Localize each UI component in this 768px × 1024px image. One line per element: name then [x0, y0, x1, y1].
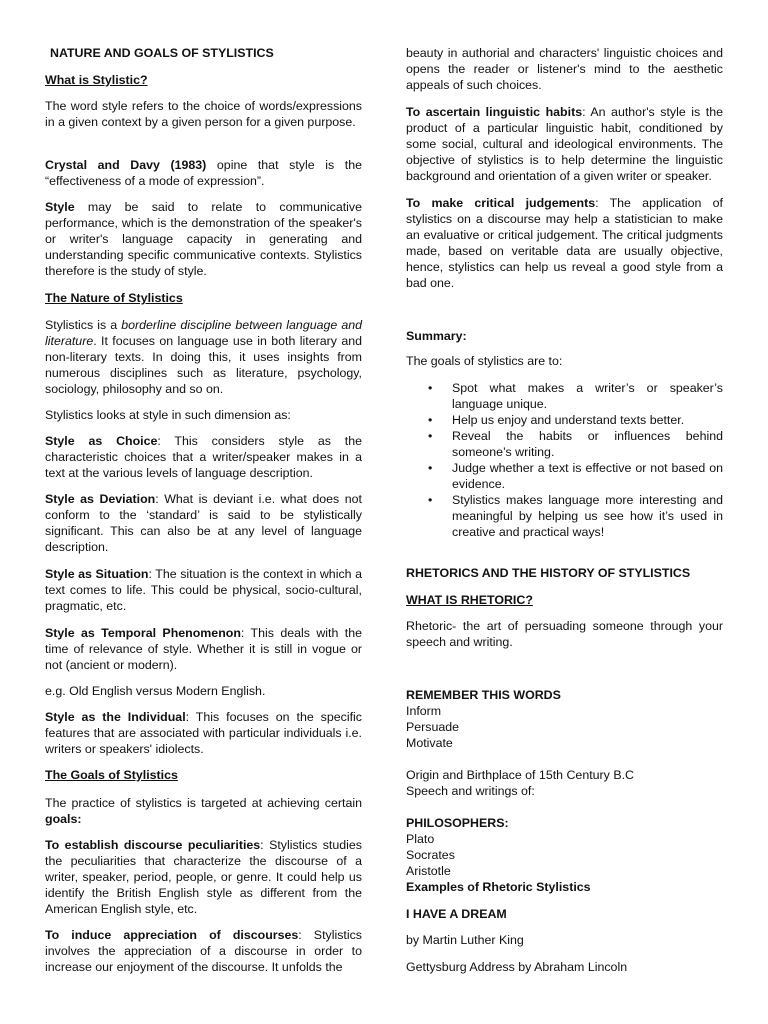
dream-author: by Martin Luther King — [406, 933, 524, 947]
nature-heading: The Nature of Stylistics — [45, 291, 183, 305]
remember-heading: REMEMBER THIS WORDS — [406, 688, 561, 702]
i-have-a-dream-heading: I HAVE A DREAM — [406, 907, 507, 921]
origin-block — [406, 767, 723, 799]
summary-heading: Summary: — [406, 329, 467, 343]
origin-line: Speech and writings of: — [406, 784, 535, 798]
list-item: Motivate — [406, 736, 453, 750]
style-as-temporal-paragraph: Style as Temporal Phenomenon: This deals with the time of relevance of style. Whether it is still in vogue or not (ancient or modern). — [45, 626, 362, 672]
summary-list — [406, 380, 723, 540]
critical-judgements-paragraph: To make critical judgements: The application of stylistics on a discourse may help a statistician to make an evaluative or critical judgement. The critical judgments made, based on veritable data are usually objective, hence, stylistics can help us reveal a good style from a bad one. — [406, 196, 723, 290]
style-as-choice-paragraph: Style as Choice: This considers style as the characteristic choices that a writer/speaker makes in a text at the various levels of language description. — [45, 434, 362, 480]
list-item: • Spot what makes a writer’s or speaker’s language unique. — [452, 380, 723, 412]
what-is-stylistic-heading: What is Stylistic? — [45, 73, 148, 87]
continued-paragraph: beauty in authorial and characters' linguistic choices and opens the reader or listener's mind to the aesthetic appeals of such choices. — [406, 46, 723, 92]
list-item: Plato — [406, 832, 435, 846]
summary-intro: The goals of stylistics are to: — [406, 354, 563, 368]
list-item: Persuade — [406, 720, 460, 734]
origin-line: Origin and Birthplace of 15th Century B.C — [406, 768, 634, 782]
list-item: • Reveal the habits or influences behind someone’s writing. — [452, 428, 723, 460]
goals-heading: The Goals of Stylistics — [45, 768, 178, 782]
style-as-deviation-paragraph: Style as Deviation: What is deviant i.e. what does not conform to the ‘standard’ is said to be stylistically significant. This can also be at any level of language description. — [45, 492, 362, 554]
list-item: Aristotle — [406, 864, 451, 878]
rhetorics-heading: RHETORICS AND THE HISTORY OF STYLISTICS — [406, 566, 691, 580]
style-performance-paragraph: Style may be said to relate to communicative performance, which is the demonstration of the speaker's or writer's language capacity in generating and understanding specific communicative contexts. Stylistics therefore is the study of style. — [45, 200, 362, 278]
goals-intro-paragraph: The practice of stylistics is targeted at achieving certain goals: — [45, 796, 362, 826]
list-item: • Stylistics makes language more interesting and meaningful by helping us see how it’s used in creative and practical ways! — [452, 492, 723, 540]
linguistic-habits-paragraph: To ascertain linguistic habits: An author's style is the product of a particular linguistic habit, conditioned by some social, cultural and ideological environments. The objective of stylistics is to help determine the linguistic background and orientation of a given writer or speaker. — [406, 105, 723, 183]
philosophers-heading: PHILOSOPHERS: — [406, 816, 509, 830]
what-is-rhetoric-heading: WHAT IS RHETORIC? — [406, 593, 533, 607]
induce-appreciation-paragraph: To induce appreciation of discourses: Stylistics involves the appreciation of a discourse in order to increase our enjoyment of the discourse. It unfolds the — [45, 928, 362, 974]
list-item: Socrates — [406, 848, 455, 862]
crystal-davy-paragraph: Crystal and Davy (1983) opine that style is the “effectiveness of a mode of expression”. — [45, 158, 362, 188]
example-line: e.g. Old English versus Modern English. — [45, 684, 266, 698]
style-as-situation-paragraph: Style as Situation: The situation is the context in which a text comes to life. This could be physical, socio-cultural, pragmatic, etc. — [45, 567, 362, 613]
philosophers-block — [406, 815, 723, 895]
discourse-peculiarities-paragraph: To establish discourse peculiarities: Stylistics studies the peculiarities that characterize the discourse of a writer, speaker, period, people, or genre. It could help us identify the British English style as different from the American English style, etc. — [45, 838, 362, 916]
style-definition-paragraph: The word style refers to the choice of words/expressions in a given context by a given person for a given purpose. — [45, 99, 362, 129]
rhetoric-definition: Rhetoric- the art of persuading someone through your speech and writing. — [406, 619, 723, 649]
dimension-intro: Stylistics looks at style in such dimension as: — [45, 408, 291, 422]
nature-paragraph: Stylistics is a borderline discipline between language and literature. It focuses on language use in both literary and non-literary texts. In doing this, it uses insights from numerous disciplines such as literature, psychology, sociology, philosophy and so on. — [45, 318, 362, 396]
remember-words-block — [406, 687, 723, 751]
style-as-individual-paragraph: Style as the Individual: This focuses on the specific features that are associated with particular individuals i.e. writers or speakers' idiolects. — [45, 710, 362, 756]
list-item: • Help us enjoy and understand texts better. — [452, 412, 723, 428]
list-item: Inform — [406, 704, 442, 718]
examples-heading: Examples of Rhetoric Stylistics — [406, 880, 591, 894]
list-item: • Judge whether a text is effective or not based on evidence. — [452, 460, 723, 492]
document-title: NATURE AND GOALS OF STYLISTICS — [50, 46, 274, 60]
gettysburg-line: Gettysburg Address by Abraham Lincoln — [406, 960, 628, 974]
